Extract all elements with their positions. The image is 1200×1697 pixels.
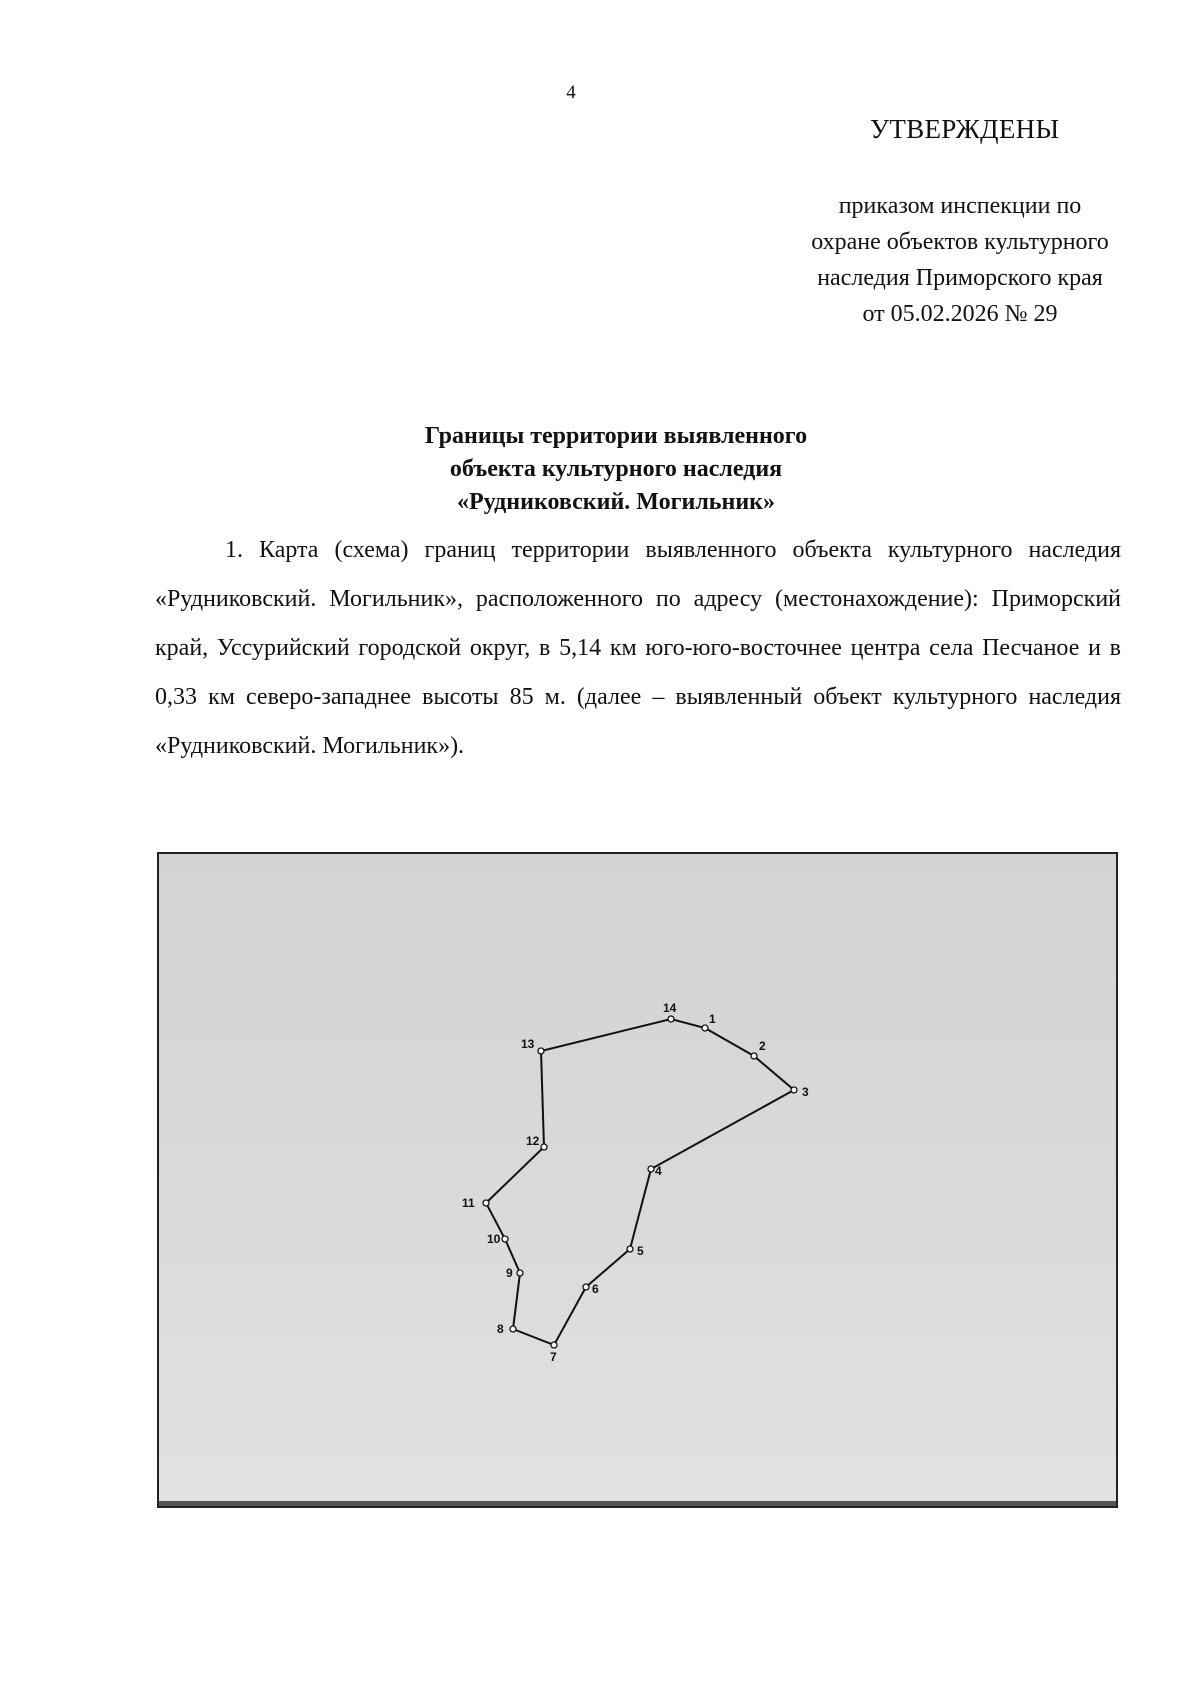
- approval-line: охране объектов культурного: [811, 229, 1109, 255]
- boundary-point-marker: [510, 1326, 516, 1332]
- boundary-point-marker: [627, 1246, 633, 1252]
- boundary-point-marker: [538, 1048, 544, 1054]
- approval-block: [760, 188, 1160, 332]
- boundary-point-label: 6: [592, 1282, 599, 1296]
- boundary-map-drawing: [159, 854, 1116, 1506]
- boundary-point-marker: [751, 1053, 757, 1059]
- boundary-points: [462, 1001, 809, 1364]
- boundary-point-label: 14: [663, 1001, 677, 1015]
- boundary-point-label: 2: [759, 1039, 766, 1053]
- boundary-point-marker: [702, 1025, 708, 1031]
- document-title-line: Границы территории выявленного: [424, 423, 808, 449]
- document-title-line: объекта культурного наследия: [449, 456, 783, 482]
- boundary-point-marker: [648, 1166, 654, 1172]
- boundary-point-marker: [517, 1270, 523, 1276]
- boundary-point-marker: [791, 1087, 797, 1093]
- boundary-point-marker: [551, 1342, 557, 1348]
- boundary-point-marker: [502, 1236, 508, 1242]
- approval-line: от 05.02.2026 № 29: [862, 301, 1058, 327]
- page-number: 4: [566, 82, 576, 103]
- boundary-point-label: 3: [802, 1085, 809, 1099]
- boundary-point-label: 7: [550, 1350, 557, 1364]
- approval-line: наследия Приморского края: [817, 265, 1103, 291]
- boundary-point-label: 4: [655, 1164, 662, 1178]
- boundary-point-marker: [583, 1284, 589, 1290]
- boundary-point-marker: [541, 1144, 547, 1150]
- boundary-point-label: 12: [526, 1134, 540, 1148]
- boundary-point-label: 10: [487, 1232, 501, 1246]
- approval-title: УТВЕРЖДЕНЫ: [870, 114, 1060, 144]
- boundary-point-marker: [668, 1016, 674, 1022]
- boundary-point-label: 1: [709, 1012, 716, 1026]
- boundary-polygon: [486, 1019, 794, 1345]
- boundary-point-label: 5: [637, 1244, 644, 1258]
- approval-line: приказом инспекции по: [838, 193, 1082, 219]
- document-title-line: «Рудниковский. Могильник»: [457, 489, 775, 515]
- boundary-point-label: 11: [462, 1196, 475, 1210]
- boundary-point-label: 9: [506, 1266, 513, 1280]
- boundary-description-paragraph: 1. Карта (схема) границ территории выявленного объекта культурного наследия «Рудниковский. Могильник», расположенного по адресу (местонахождение): Приморский край, Уссурийский городской округ, в 5,14 км юго-юго-восточнее центра села Песчаное и в 0,33 км северо-западнее высоты 85 м. (далее – выявленный объект культурного наследия «Рудниковский. Могильник»).: [155, 537, 1121, 759]
- boundary-point-marker: [483, 1200, 489, 1206]
- boundary-point-label: 13: [521, 1037, 535, 1051]
- boundary-map: [157, 852, 1118, 1508]
- boundary-point-label: 8: [497, 1322, 504, 1336]
- document-title: [0, 420, 1200, 519]
